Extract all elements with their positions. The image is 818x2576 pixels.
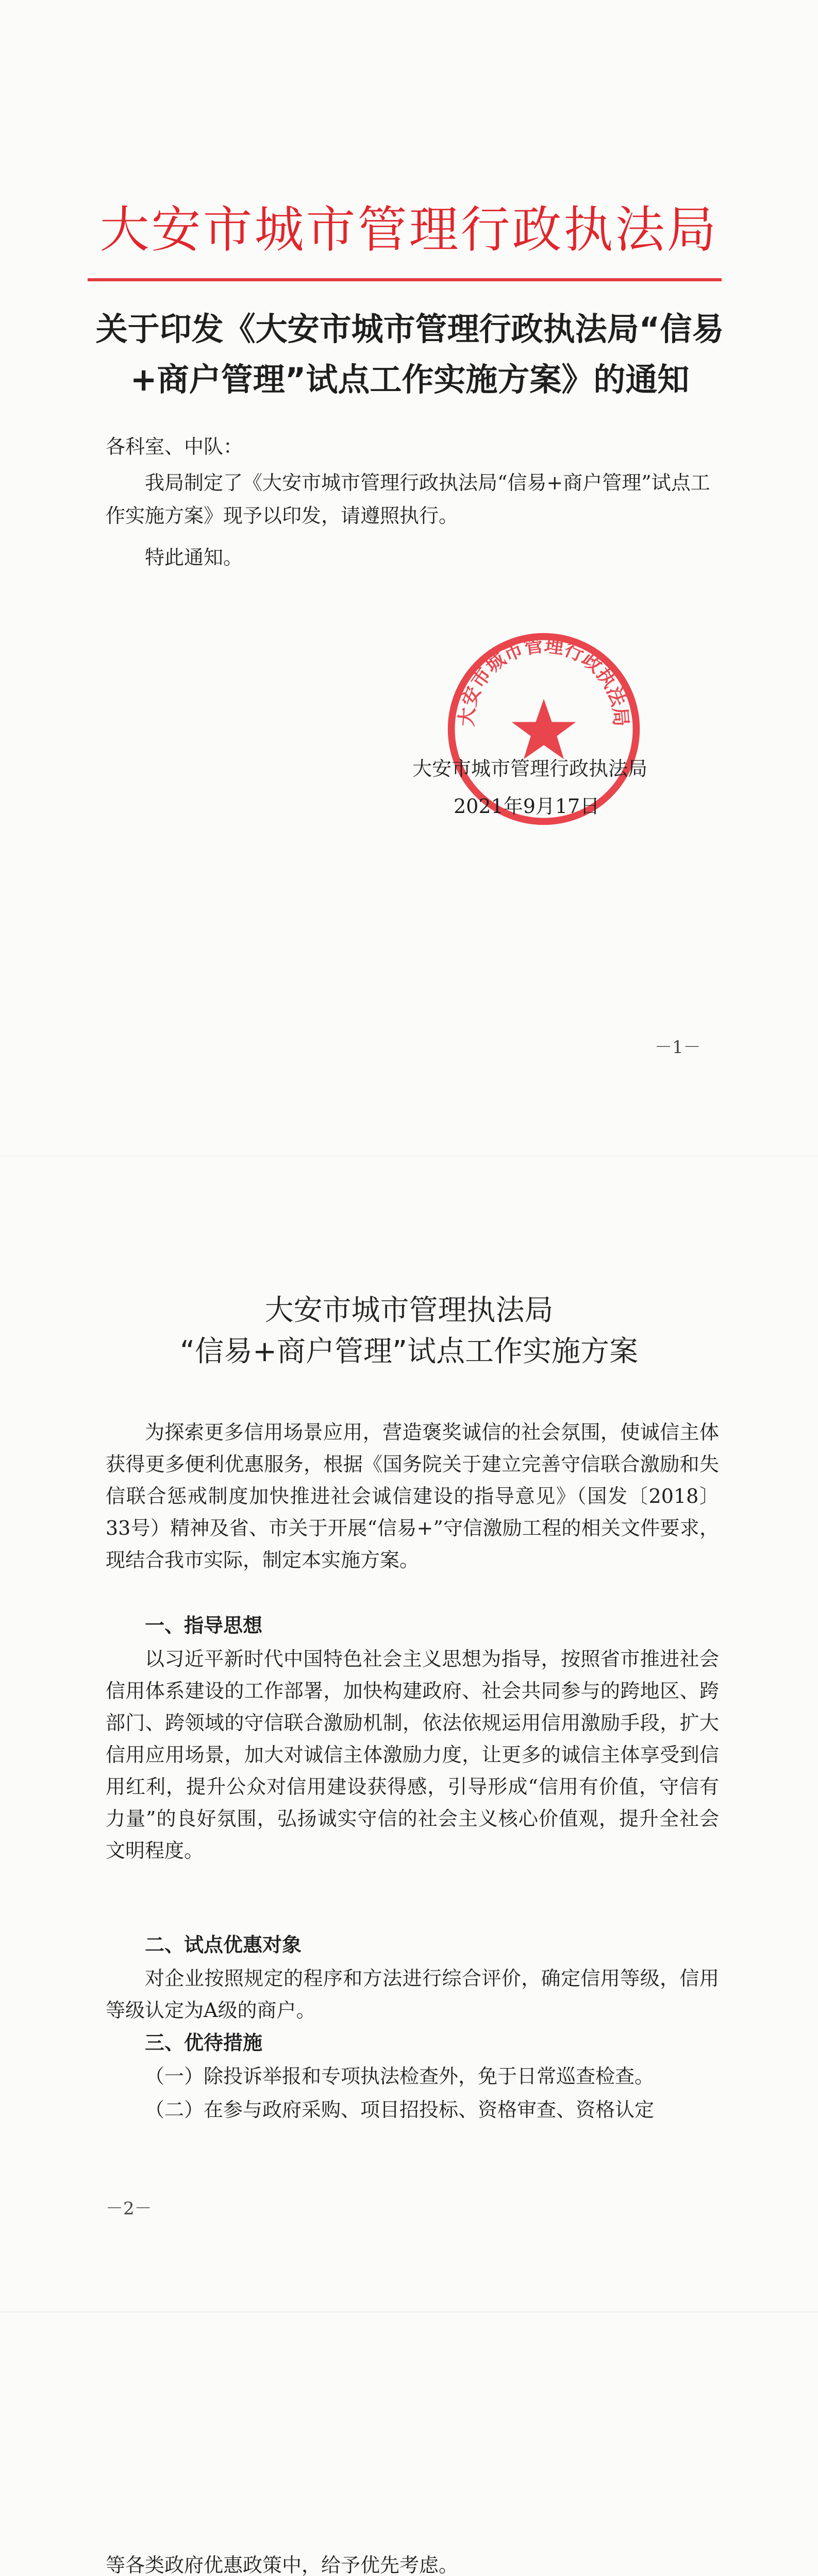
page-1: [0, 0, 818, 1156]
section-1-body: 以习近平新时代中国特色社会主义思想为指导，按照省市推进社会信用体系建设的工作部署，加快构建政府、社会共同参与的跨地区、跨部门、跨领域的守信联合激励机制，依法依规运用信用激励手段，扩大信用应用场景，加大对诚信主体激励力度，让更多的诚信主体享受到信用红利，提升公众对信用建设获得感，引导形成“信用有价值，守信有力量”的良好氛围，弘扬诚实守信的社会主义核心价值观，提升全社会文明程度。: [106, 1648, 719, 1862]
section-2-heading: 二、试点优惠对象: [145, 1934, 302, 1956]
intro-paragraph: 为探索更多信用场景应用，营造褒奖诚信的社会氛围，使诚信主体获得更多便利优惠服务，根据《国务院关于建立完善守信联合激励和失信联合惩戒制度加快推进社会诚信建设的指导意见》（国发〔2018〕33号）精神及省、市关于开展“信易+”守信激励工程的相关文件要求，现结合我市实际，制定本实施方案。: [106, 1421, 719, 1571]
closing-text: 特此通知。: [145, 546, 243, 569]
plan-title-line-1: 大安市城市管理执法局: [264, 1294, 554, 1327]
red-header-rule: [88, 278, 722, 281]
svg-text:大安市城市管理行政执法局: 大安市城市管理行政执法局: [455, 634, 632, 727]
page-number: －1－: [655, 1037, 701, 1058]
page-3: [0, 2312, 818, 2576]
notice-body: 我局制定了《大安市城市管理行政执法局“信易+商户管理”试点工作实施方案》现予以印发，请遵照执行。: [106, 471, 710, 527]
section-3-heading: 三、优待措施: [145, 2031, 263, 2054]
plan-title-line-2: “信易+商户管理”试点工作实施方案: [180, 1335, 638, 1368]
measure-1: （一）除投诉举报和专项执法检查外，免于日常巡查检查。: [145, 2065, 655, 2088]
section-1-heading: 一、指导思想: [145, 1614, 263, 1637]
section-2-body: 对企业按照规定的程序和方法进行综合评价，确定信用等级，信用等级认定为A级的商户。: [106, 1967, 719, 2022]
notice-title: 关于印发《大安市城市管理行政执法局“信易+商户管理”试点工作实施方案》的通知: [95, 310, 724, 398]
measure-2: （二）在参与政府采购、项目招投标、资格审查、资格认定: [145, 2098, 655, 2121]
issue-date: 2021年9月17日: [454, 795, 600, 818]
measure-2-continuation: 等各类政府优惠政策中，给予优先考虑。: [106, 2554, 459, 2576]
signature-org: 大安市城市管理行政执法局: [412, 757, 648, 780]
red-header-org-name: 大安市城市管理行政执法局: [99, 201, 719, 259]
page-2: [0, 1156, 818, 2312]
addressee: 各科室、中队：: [106, 435, 243, 458]
page-number: －2－: [106, 2198, 152, 2219]
